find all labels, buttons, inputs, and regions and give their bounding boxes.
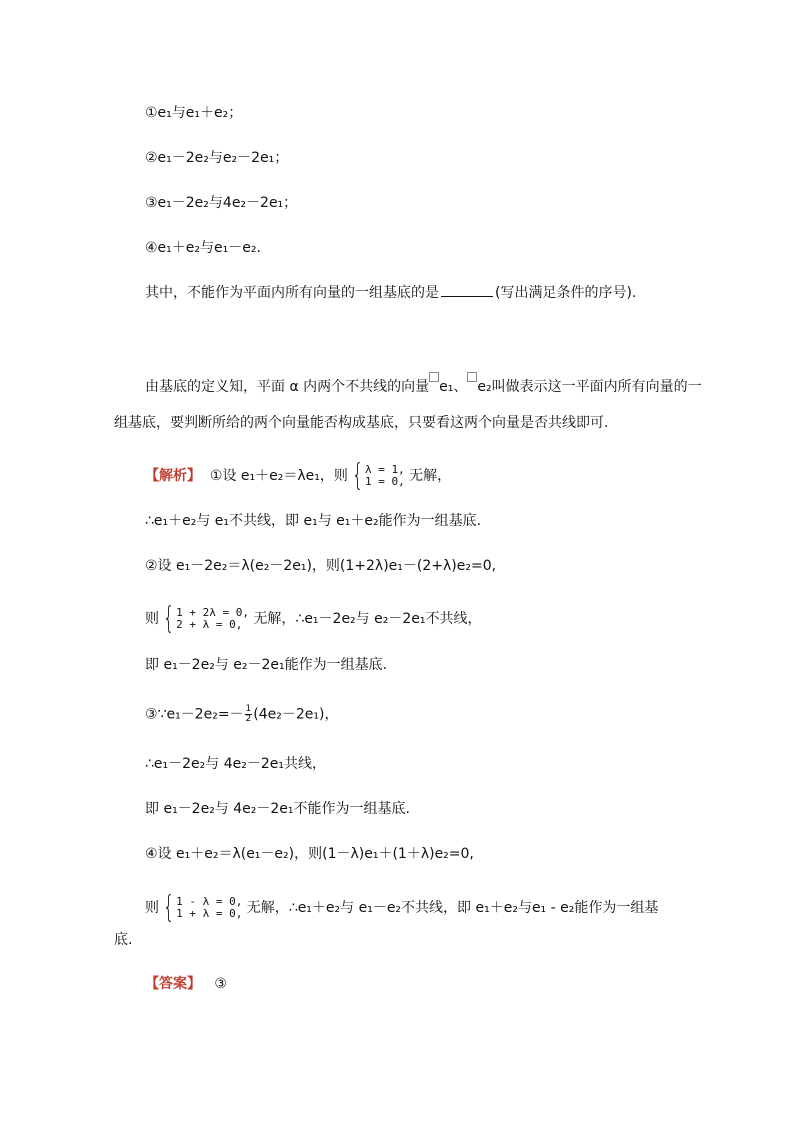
- analysis-line-3: ②设 e₁－2e₂＝λ(e₂－2e₁)，则(1+2λ)e₁－(2+λ)e₂=0,: [145, 558, 497, 574]
- question-instruction: (写出满足条件的序号).: [495, 285, 637, 301]
- equation-system-2: { 1 + 2λ = 0, 2 + λ = 0,: [162, 601, 249, 636]
- equation-system-3: { 1 - λ = 0, 1 + λ = 0,: [162, 890, 243, 925]
- system-row: λ = 1,: [364, 463, 405, 476]
- system-row: 1 - λ = 0,: [176, 895, 243, 908]
- hint-line-1: [145, 378, 702, 396]
- analysis-line-1: [145, 458, 452, 493]
- system-row: 1 + 2λ = 0,: [176, 606, 249, 619]
- fraction-denominator: 2: [245, 714, 252, 724]
- analysis-step-3: ③∵e₁－2e₂=－: [145, 706, 244, 723]
- option-4: ④e₁＋e₂与e₁－e₂.: [145, 240, 261, 256]
- missing-glyph-icon: [467, 372, 477, 382]
- analysis-line-11: 底.: [114, 932, 133, 948]
- system-row: 2 + λ = 0,: [176, 618, 243, 631]
- analysis-line-9: ④设 e₁＋e₂＝λ(e₁－e₂)，则(1－λ)e₁＋(1＋λ)e₂=0,: [145, 846, 474, 862]
- analysis-line-8: 即 e₁－2e₂与 4e₂－2e₁不能作为一组基底.: [145, 801, 410, 817]
- analysis-line-6: [145, 705, 338, 724]
- fraction-numerator: 1: [245, 704, 252, 714]
- answer-line: [145, 975, 227, 993]
- hint-vec-2: e₂: [477, 379, 492, 395]
- option-1: ①e₁与e₁＋e₂；: [145, 105, 243, 121]
- analysis-no-solution: 无解，: [409, 468, 452, 484]
- hint-line-2: 组基底，要判断所给的两个向量能否构成基底，只要看这两个向量是否共线即可.: [114, 415, 609, 431]
- option-2: ②e₁－2e₂与e₂－2e₁；: [145, 150, 289, 166]
- analysis-then: 则: [145, 611, 159, 627]
- option-3: ③e₁－2e₂与4e₂－2e₁；: [145, 195, 298, 211]
- question-line: [145, 284, 636, 302]
- equation-system-1: { λ = 1, 1 = 0,: [351, 458, 405, 493]
- analysis-step-1: ①设 e₁＋e₂＝λe₁，则: [209, 468, 348, 484]
- hint-text-a: 由基底的定义知，平面 α 内两个不共线的向量: [145, 379, 430, 395]
- fraction: [245, 705, 253, 724]
- answer-tag: 【答案】: [145, 976, 201, 992]
- missing-glyph-icon: [429, 372, 439, 382]
- question-text: 其中，不能作为平面内所有向量的一组基底的是: [145, 285, 439, 301]
- analysis-step-3-rest: (4e₂－2e₁)，: [253, 706, 339, 723]
- analysis-line-7: ∴e₁－2e₂与 4e₂－2e₁共线，: [145, 756, 326, 772]
- analysis-conclusion: 无解，∴e₁－2e₂与 e₂－2e₁不共线，: [253, 611, 482, 627]
- answer-blank: [441, 284, 493, 297]
- answer-value: ③: [214, 976, 227, 992]
- analysis-line-2: ∴e₁＋e₂与 e₁不共线，即 e₁与 e₁＋e₂能作为一组基底.: [145, 513, 482, 529]
- analysis-conclusion: 无解，∴e₁＋e₂与 e₁－e₂不共线，即 e₁＋e₂与e₁ - e₂能作为一组基: [246, 900, 659, 916]
- hint-sep: 、: [453, 379, 468, 395]
- analysis-line-5: 即 e₁－2e₂与 e₂－2e₁能作为一组基底.: [145, 657, 388, 673]
- hint-vec-1: e₁: [439, 379, 454, 395]
- analysis-line-10: [145, 890, 659, 925]
- analysis-line-4: [145, 601, 482, 636]
- system-row: 1 + λ = 0,: [176, 907, 243, 920]
- analysis-then: 则: [145, 900, 159, 916]
- hint-text-b: 叫做表示这一平面内所有向量的一: [491, 379, 702, 395]
- analysis-tag: 【解析】: [145, 468, 201, 484]
- system-row: 1 = 0,: [364, 475, 405, 488]
